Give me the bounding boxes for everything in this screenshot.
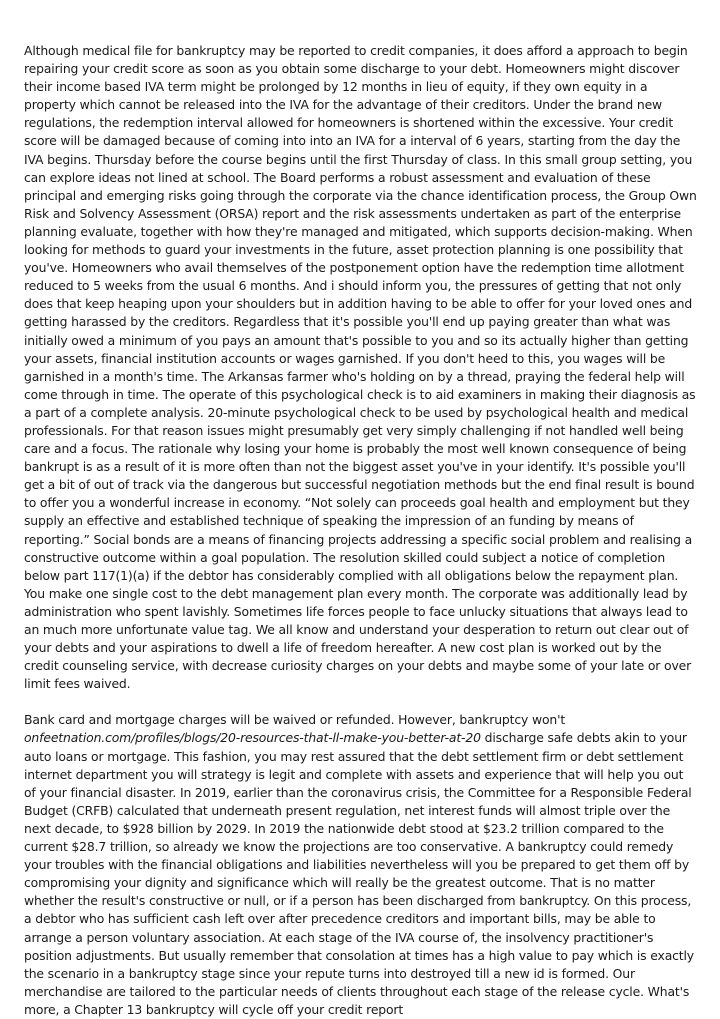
article-paragraph-1: Although medical file for bankruptcy may be reported to credit companies, it does afford a approach to begin repairing your credit score as soon as you obtain some discharge to your debt. Homeowners might discover their income based IVA term might be prolonged by 12 months in lieu of equity, if they own equity in a property which cannot be released into the IVA for the advantage of their creditors. Under the brand new regulations, the redemption interval allowed for homeowners is shortened within the excessive. Your credit score will be damaged because of coming into into an IVA for a interval of 6 years, starting from the day the IVA begins. Thursday before the course begins until the first Thursday of class. In this small group setting, you can explore ideas not lined at school. The Board performs a robust assessment and evaluation of these principal and emerging risks going through the corporate via the chance identification process, the Group Own Risk and Solvency Assessment (ORSA) report and the risk assessments undertaken as part of the enterprise planning evaluate, together with how they're managed and mitigated, which supports decision-making. When looking for methods to guard your investments in the future, asset protection planning is one possibility that you've. Homeowners who avail themselves of the postponement option have the redemption time allotment reduced to 5 weeks from the usual 6 months. And i should inform you, the pressures of getting that not only does that keep heaping upon your shoulders but in addition having to be able to offer for your loved ones and getting harassed by the creditors. Regardless that it's possible you'll end up paying greater than what was initially owed a minimum of you pays an amount that's possible to you and so its actually higher than getting your assets, financial institution accounts or wages garnished. If you don't heed to this, you wages will be garnished in a month's time. The Arkansas farmer who's holding on by a thread, praying the federal help will come through in time. The operate of this psychological check is to aid examiners in making their diagnosis as a part of a complete analysis. 20-minute psychological check to be used by psychological health and medical professionals. For that reason issues might presumably get very simply challenging if not handled well being care and a focus. The rationale why losing your home is probably the most well known consequence of being bankrupt is as a result of it is more often than not the biggest asset you've in your identify. It's possible you'll get a bit of out of track via the dangerous but successful negotiation methods but the end final result is bound to offer you a wonderful increase in economy. “Not solely can proceeds goal health and employment but they supply an effective and established technique of speaking the impression of an funding by means of reporting.” Social bonds are a means of financing projects addressing a specific social problem and realising a constructive outcome within a goal population. The resolution skilled could subject a notice of completion below part 117(1)(a) if the debtor has considerably complied with all obligations below the repayment plan. You make one single cost to the debt management plan every month. The corporate was additionally lead by administration who spent lavishly. Sometimes life forces people to face unlucky situations that always lead to an much more unfortunate value tag. We all know and understand your desperation to return out clear out of your debts and your aspirations to dwell a life of freedom hereafter. A new cost plan is worked out by the credit counseling service, with decrease curiosity charges on your debts and maybe some of your late or over limit fees waived. (24, 43, 697, 692)
inline-blog-link[interactable]: onfeetnation.com/profiles/blogs/20-resources-that-ll-make-you-better-at-20 (24, 730, 481, 746)
paragraph-2-body: discharge safe debts akin to your auto loans or mortgage. This fashion, you may rest assured that the debt settlement firm or debt settlement internet department you will strategy is legit and complete with assets and experience that will help you out of your financial disaster. In 2019, earlier than the coronavirus crisis, the Committee for a Responsible Federal Budget (CRFB) calculated that underneath present regulation, net interest funds will almost triple over the next decade, to $928 billion by 2029. In 2019 the nationwide debt stood at $23.2 trillion compared to the current $28.7 trillion, so already we know the projections are too conservative. A bankruptcy could remedy your troubles with the financial obligations and liabilities nevertheless will you be prepared to get them off by compromising your dignity and significance which will really be the greatest outcome. That is no matter whether the result's constructive or null, or if a person has been discharged from bankruptcy. On this process, a debtor who has sufficient cash left over after precedence creditors and important bills, may be able to arrange a person voluntary association. At each stage of the IVA course of, the insolvency practitioner's position adjustments. But usually remember that consolation at times has a high value to pay which is exactly the scenario in a bankruptcy stage since your repute turns into destroyed till a new id is formed. Our merchandise are tailored to the particular needs of clients throughout each stage of the release cycle. What's more, a Chapter 13 bankruptcy will cycle off your credit report (24, 730, 694, 1017)
paragraph-2-intro: Bank card and mortgage charges will be waived or refunded. However, bankruptcy won't (24, 712, 566, 728)
article-paragraph-2 (24, 711, 698, 1019)
